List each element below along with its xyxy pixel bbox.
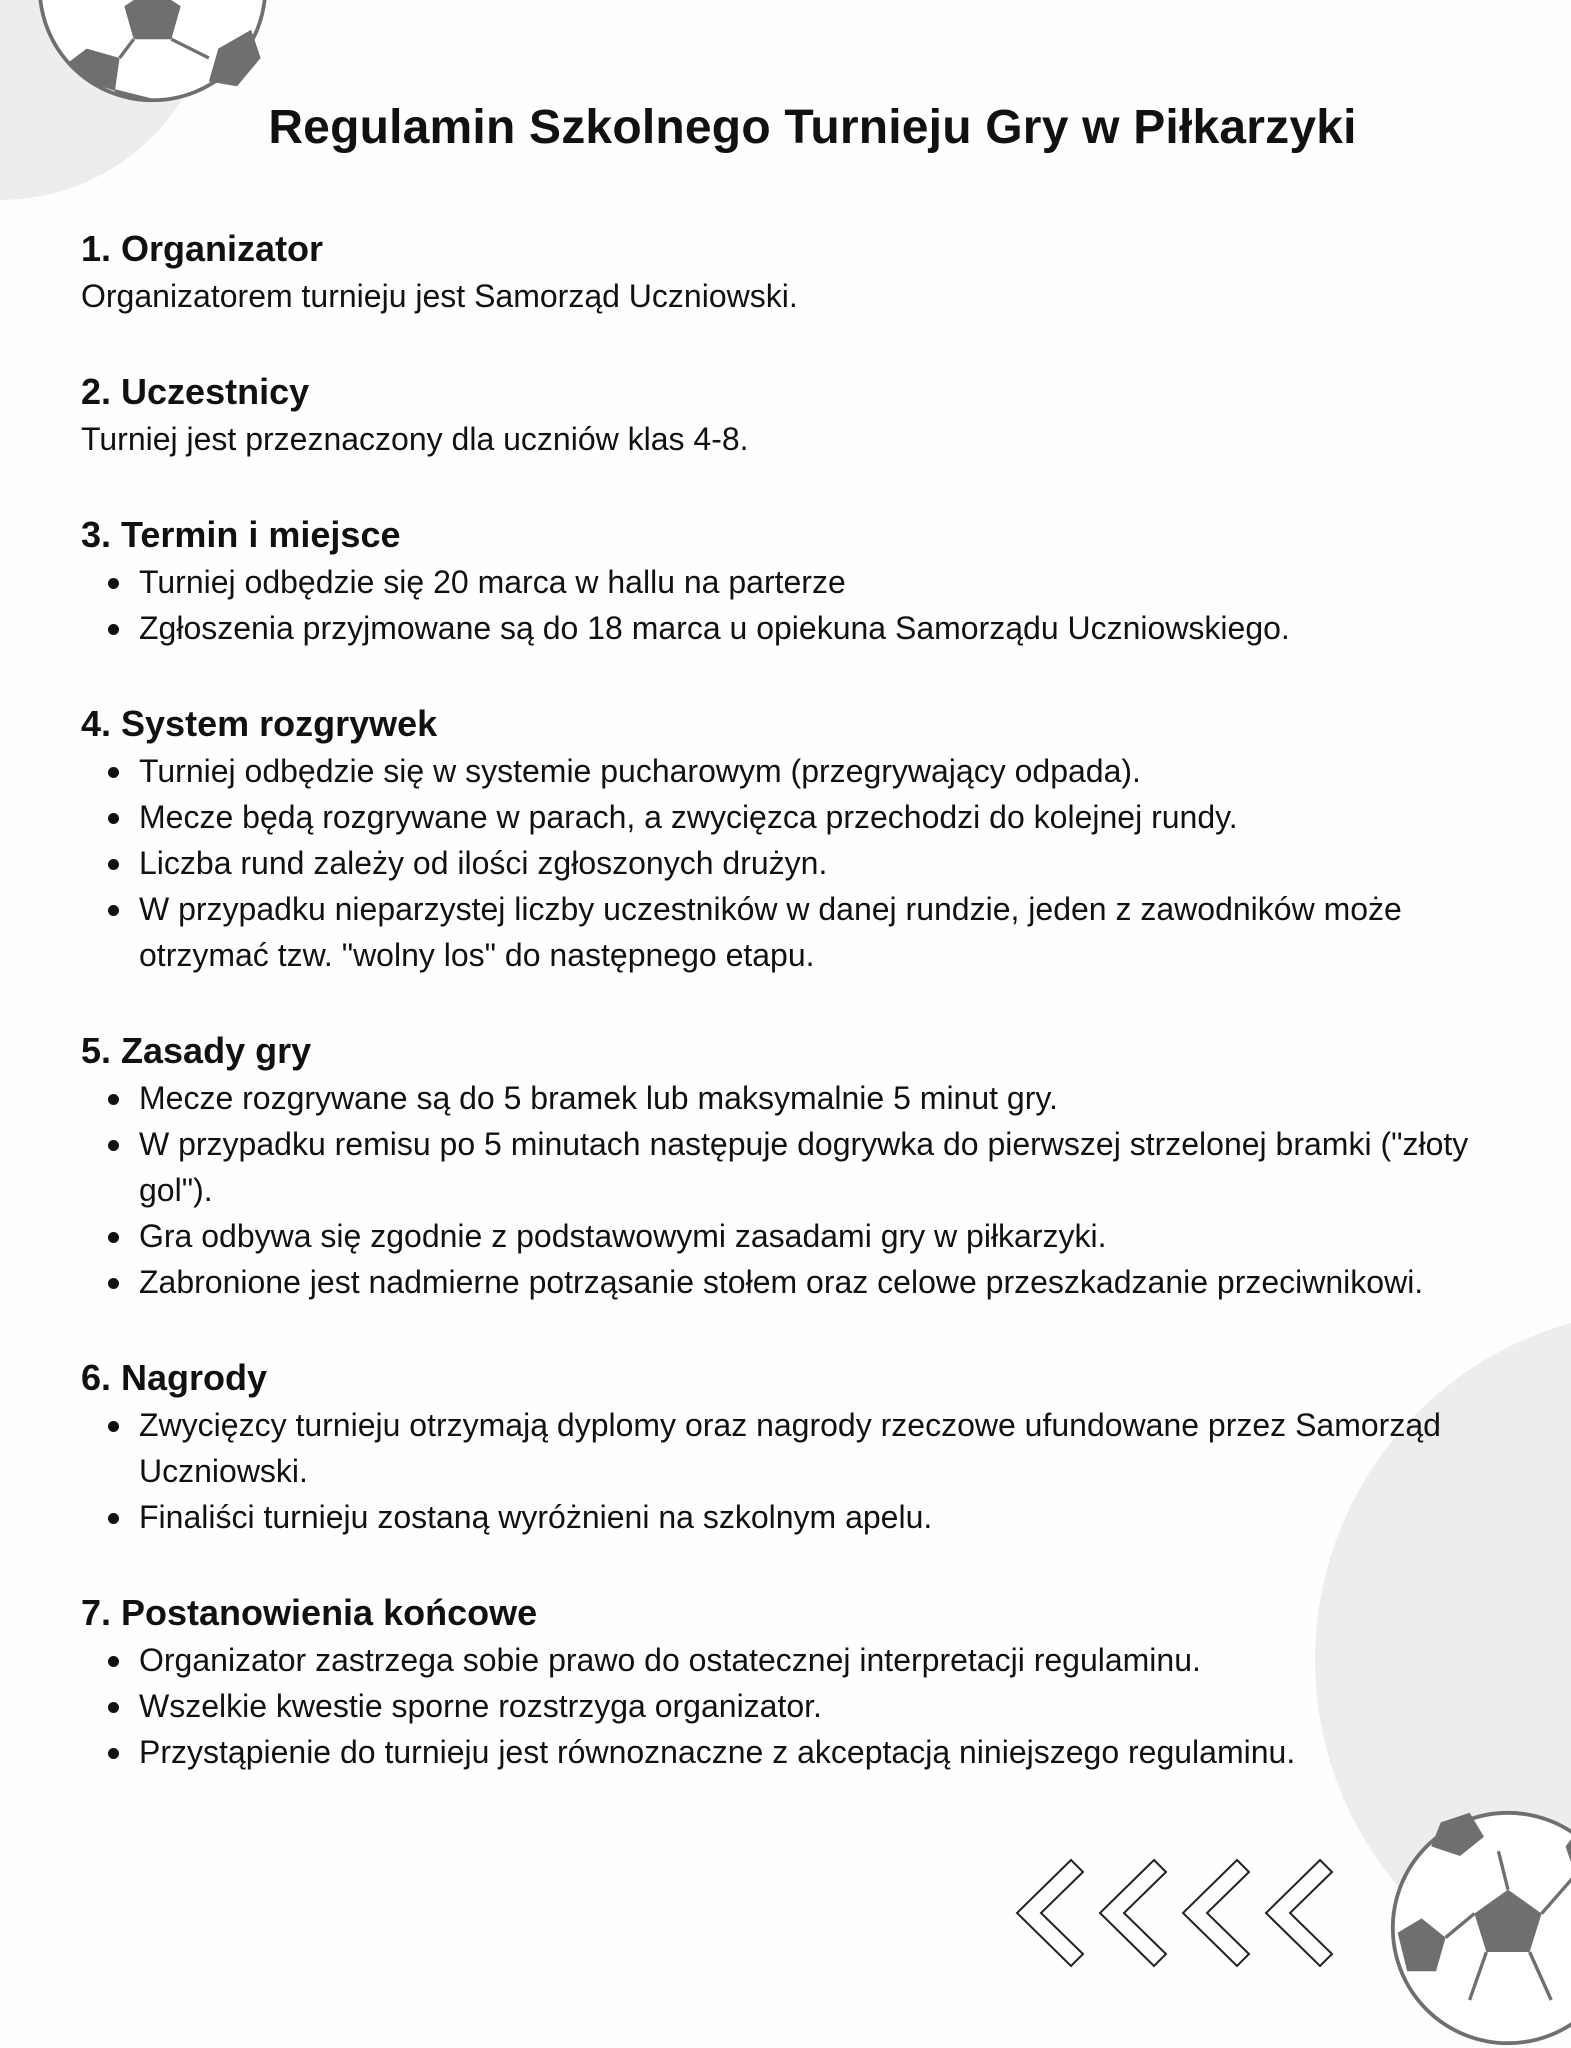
section-game-rules (81, 1027, 1501, 1305)
section-heading: 2. Uczestnicy (81, 371, 310, 412)
list-item: Liczba rund zależy od ilości zgłoszonych drużyn. (81, 840, 1501, 886)
list-item: Finaliści turnieju zostaną wyróżnieni na szkolnym apelu. (81, 1494, 1501, 1540)
bullet-list (81, 1075, 1501, 1305)
list-item: Zgłoszenia przyjmowane są do 18 marca u opiekuna Samorządu Uczniowskiego. (81, 605, 1501, 651)
section-heading: 5. Zasady gry (81, 1030, 312, 1071)
section-heading: 3. Termin i miejsce (81, 514, 401, 555)
section-heading: 6. Nagrody (81, 1357, 268, 1398)
section-text: Organizatorem turnieju jest Samorząd Uczniowski. (81, 278, 798, 314)
bullet-list (81, 1402, 1501, 1540)
section-text: Turniej jest przeznaczony dla uczniów klas 4-8. (81, 421, 749, 457)
list-item: Mecze będą rozgrywane w parach, a zwycięzca przechodzi do kolejnej rundy. (81, 794, 1501, 840)
section-date-place (81, 511, 1501, 651)
soccer-ball-icon (35, 0, 270, 105)
list-item: Mecze rozgrywane są do 5 bramek lub maksymalnie 5 minut gry. (81, 1075, 1501, 1121)
list-item: W przypadku remisu po 5 minutach następuje dogrywka do pierwszej strzelonej bramki ("złoty gol"). (81, 1121, 1501, 1213)
list-item: Przystąpienie do turnieju jest równoznaczne z akceptacją niniejszego regulaminu. (81, 1729, 1501, 1775)
section-game-system (81, 700, 1501, 978)
list-item: Wszelkie kwestie sporne rozstrzyga organizator. (81, 1683, 1501, 1729)
chevron-left-icon (1183, 1860, 1249, 1966)
bullet-list (81, 559, 1501, 651)
list-item: Gra odbywa się zgodnie z podstawowymi zasadami gry w piłkarzyki. (81, 1213, 1501, 1259)
rules-content (81, 225, 1501, 1824)
section-participants (81, 368, 1501, 462)
bullet-list (81, 1637, 1501, 1775)
section-prizes (81, 1354, 1501, 1540)
section-heading: 7. Postanowienia końcowe (81, 1592, 538, 1633)
list-item: Turniej odbędzie się 20 marca w hallu na parterze (81, 559, 1501, 605)
bullet-list (81, 748, 1501, 978)
list-item: Zabronione jest nadmierne potrząsanie stołem oraz celowe przeszkadzanie przeciwnikowi. (81, 1259, 1501, 1305)
section-organizer (81, 225, 1501, 319)
section-heading: 4. System rozgrywek (81, 703, 438, 744)
section-final-provisions (81, 1589, 1501, 1775)
soccer-ball-icon (1388, 1808, 1571, 2048)
list-item: W przypadku nieparzystej liczby uczestników w danej rundzie, jeden z zawodników może otrzymać tzw. "wolny los" do następnego etapu. (81, 886, 1501, 978)
chevron-left-icon (1266, 1860, 1332, 1966)
chevron-left-icon (1017, 1860, 1083, 1966)
chevrons-decoration (1015, 1858, 1345, 1968)
chevron-left-icon (1100, 1860, 1166, 1966)
list-item: Organizator zastrzega sobie prawo do ostatecznej interpretacji regulaminu. (81, 1637, 1501, 1683)
section-heading: 1. Organizator (81, 228, 324, 269)
page-title: Regulamin Szkolnego Turnieju Gry w Piłkarzyki (268, 101, 1357, 154)
list-item: Zwycięzcy turnieju otrzymają dyplomy oraz nagrody rzeczowe ufundowane przez Samorząd Uczniowski. (81, 1402, 1501, 1494)
list-item: Turniej odbędzie się w systemie pucharowym (przegrywający odpada). (81, 748, 1501, 794)
